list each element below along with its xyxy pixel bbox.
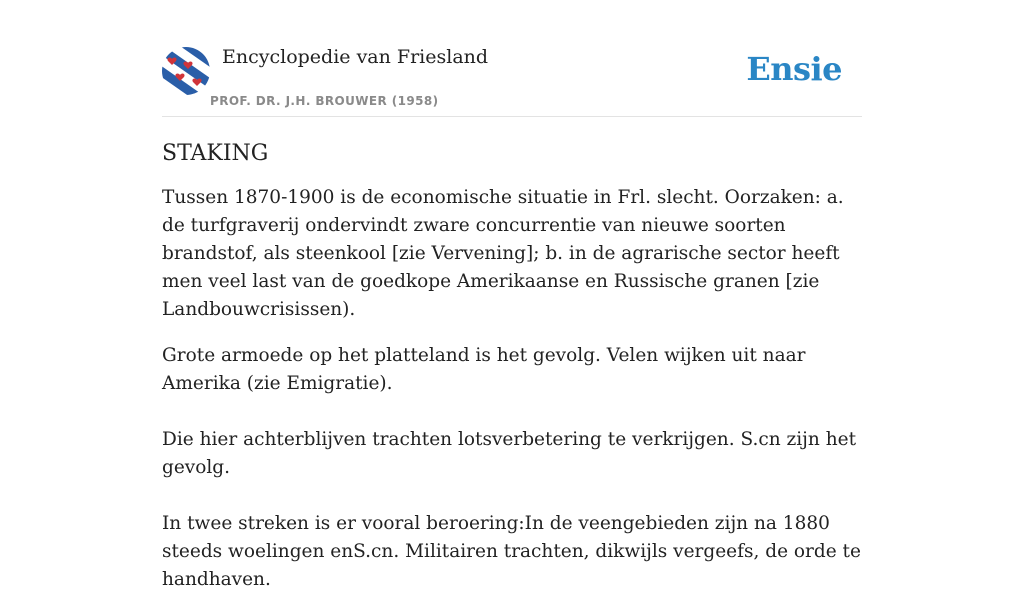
frisian-flag-icon[interactable] [162,47,210,95]
paragraph: Tussen 1870-1900 is de economische situatie in Frl. slecht. Oorzaken: a. de turfgraverij ondervindt zware concurrentie van nieuwe soorten brandstof, als steenkool [zie Vervening]; b. in de agrarische sector heeft men veel last van de goedkope Amerikaanse en Russische granen [zie Landbouwcrisissen). [162,187,844,320]
book-title[interactable]: Encyclopedie van Friesland [222,46,489,68]
page [162,0,862,612]
author-label: PROF. DR. J.H. BROUWER (1958) [210,94,439,108]
entry-title: STAKING [162,141,269,166]
paragraph: Die hier achterblijven trachten lotsverbetering te verkrijgen. S.cn zijn het gevolg. [162,429,857,478]
header [162,0,862,117]
brand-logo[interactable]: Ensie [746,50,842,88]
paragraph: Grote armoede op het platteland is het gevolg. Velen wijken uit naar Amerika (zie Emigratie). [162,345,806,394]
entry-body [162,184,862,594]
paragraph: In twee streken is er vooral beroering:In de veengebieden zijn na 1880 steeds woelingen enS.cn. Militairen trachten, dikwijls vergeefs, de orde te handhaven. [162,513,861,590]
